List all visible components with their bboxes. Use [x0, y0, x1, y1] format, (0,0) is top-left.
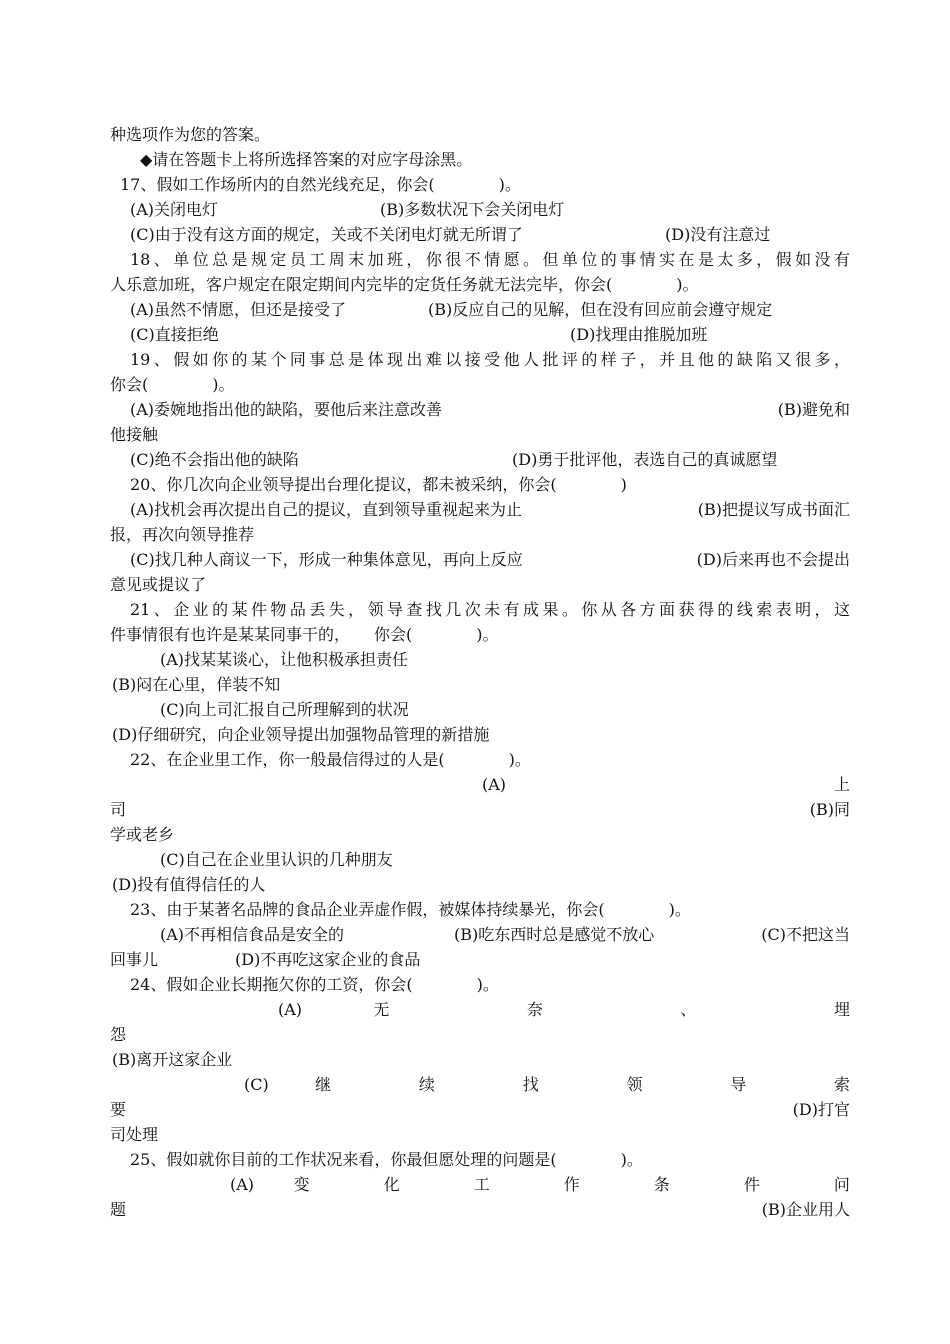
question-19-line-1: 19、假如你的某个同事总是体现出难以接受他人批评的样子，并且他的缺陷又很多， — [130, 350, 850, 369]
q24-option-a-continued: 怨 — [110, 1025, 127, 1044]
q21-option-a: (A)找某某谈心，让他积极承担责任 — [160, 650, 409, 669]
question-21-line-1: 21、企业的某件物品丢失，领导查找几次未有成果。你从各方面获得的线索表明，这 — [130, 600, 850, 619]
q19-options-ab — [110, 398, 850, 422]
q20-options-ab — [110, 498, 850, 522]
q25-option-a-continued: 题 — [110, 1200, 127, 1219]
q19-option-c: (C)绝不会指出他的缺陷 — [130, 450, 299, 469]
q22-option-a-line — [110, 773, 850, 797]
q22-option-a-label: (A) — [482, 775, 507, 794]
question-18-line-2: 人乐意加班，客户规定在限定期间内完毕的定货任务就无法完毕，你会( )。 — [110, 275, 699, 294]
q20-option-d: (D)后来再也不会提出 — [696, 550, 850, 569]
intro-line-2: ◆请在答题卡上将所选择答案的对应字母涂黑。 — [140, 150, 473, 169]
q23-option-b: (B)吃东西时总是感觉不放心 — [454, 925, 655, 944]
q19-options-cd — [110, 448, 850, 472]
q18-options-ab — [110, 298, 850, 322]
question-18-line-1: 18、单位总是规定员工周末加班，你很不情愿。但单位的事情实在是太多，假如没有 — [130, 250, 850, 269]
q25-options-ab — [110, 1198, 850, 1222]
q18-option-a: (A)虽然不情愿，但还是接受了 — [130, 300, 347, 319]
q20-options-cd — [110, 548, 850, 572]
q18-option-d: (D)找理由推脱加班 — [570, 325, 708, 344]
q23-options-abc — [110, 923, 850, 947]
q24-options-cd — [110, 1098, 850, 1122]
q23-option-c: (C)不把这当 — [761, 925, 850, 944]
q21-option-c: (C)向上司汇报自己所理解到的状况 — [160, 700, 409, 719]
q20-option-b: (B)把提议写成书面汇 — [697, 500, 850, 519]
q22-option-b-continued: 学或老乡 — [110, 825, 175, 844]
q23-option-c-continued: 回事儿 — [110, 950, 159, 969]
q23-option-a: (A)不再相信食品是安全的 — [160, 925, 345, 944]
q17-option-d: (D)没有注意过 — [665, 225, 771, 244]
q22-option-b: (B)同 — [809, 800, 850, 819]
question-19-line-2: 你会( )。 — [110, 375, 235, 394]
q18-option-b: (B)反应自己的见解，但在没有回应前会遵守规定 — [428, 300, 773, 319]
q25-option-a: (A) 变 化 工 作 条 件 问 — [230, 1175, 850, 1194]
q24-option-c-continued: 要 — [110, 1100, 127, 1119]
q17-options-ab — [110, 198, 850, 222]
q24-option-d-continued: 司处理 — [110, 1125, 159, 1144]
q17-option-b: (B)多数状况下会关闭电灯 — [380, 200, 565, 219]
q19-option-b: (B)避免和 — [777, 400, 850, 419]
q22-option-c: (C)自己在企业里认识的几种朋友 — [160, 850, 393, 869]
q24-option-a: (A) 无 奈 、 埋 — [278, 1000, 850, 1019]
q17-option-a: (A)关闭电灯 — [130, 200, 219, 219]
q22-option-d: (D)投有值得信任的人 — [112, 875, 266, 894]
q18-options-cd — [110, 323, 850, 347]
q22-option-a-text: 上 — [833, 775, 850, 794]
q17-option-c: (C)由于没有这方面的规定，关或不关闭电灯就无所谓了 — [130, 225, 523, 244]
question-24: 24、假如企业长期拖欠你的工资，你会( )。 — [130, 975, 499, 994]
question-25: 25、假如就你目前的工作状况来看，你最但愿处理的问题是( )。 — [130, 1150, 643, 1169]
intro-line-1: 种选项作为您的答案。 — [110, 125, 271, 144]
q23-options-cd — [110, 948, 850, 972]
q24-option-d: (D)打官 — [792, 1100, 850, 1119]
question-17: 17、假如工作场所内的自然光线充足，你会( )。 — [120, 175, 521, 194]
question-20: 20、你几次向企业领导提出台理化提议，都未被采纳，你会( ) — [130, 475, 627, 494]
q24-option-b: (B)离开这家企业 — [112, 1050, 233, 1069]
q21-option-d: (D)仔细研究，向企业领导提出加强物品管理的新措施 — [112, 725, 490, 744]
q20-option-d-continued: 意见或提议了 — [110, 575, 207, 594]
q24-option-c: (C) 继 续 找 领 导 索 — [244, 1075, 850, 1094]
question-21-line-2: 件事情很有也许是某某同事干的， 你会( )。 — [110, 625, 499, 644]
q22-option-ab-line — [110, 798, 850, 822]
q17-options-cd — [110, 223, 850, 247]
q19-option-d: (D)勇于批评他，表选自己的真诚愿望 — [512, 450, 778, 469]
q18-option-c: (C)直接拒绝 — [130, 325, 219, 344]
question-22: 22、在企业里工作，你一般最信得过的人是( )。 — [130, 750, 531, 769]
q20-option-a: (A)找机会再次提出自己的提议，直到领导重视起来为止 — [130, 500, 523, 519]
q19-option-a: (A)委婉地指出他的缺陷，要他后来注意改善 — [130, 400, 443, 419]
q21-option-b: (B)闷在心里，佯装不知 — [112, 675, 281, 694]
question-23: 23、由于某著名品牌的食品企业弄虚作假，被媒体持续暴光，你会( )。 — [130, 900, 691, 919]
q19-option-b-continued: 他接触 — [110, 425, 159, 444]
q25-option-b: (B)企业用人 — [761, 1200, 850, 1219]
q22-option-a-continued: 司 — [110, 800, 127, 819]
q20-option-b-continued: 报，再次向领导推荐 — [110, 525, 255, 544]
q20-option-c: (C)找几种人商议一下，形成一种集体意见，再向上反应 — [130, 550, 523, 569]
q23-option-d: (D)不再吃这家企业的食品 — [235, 950, 421, 969]
